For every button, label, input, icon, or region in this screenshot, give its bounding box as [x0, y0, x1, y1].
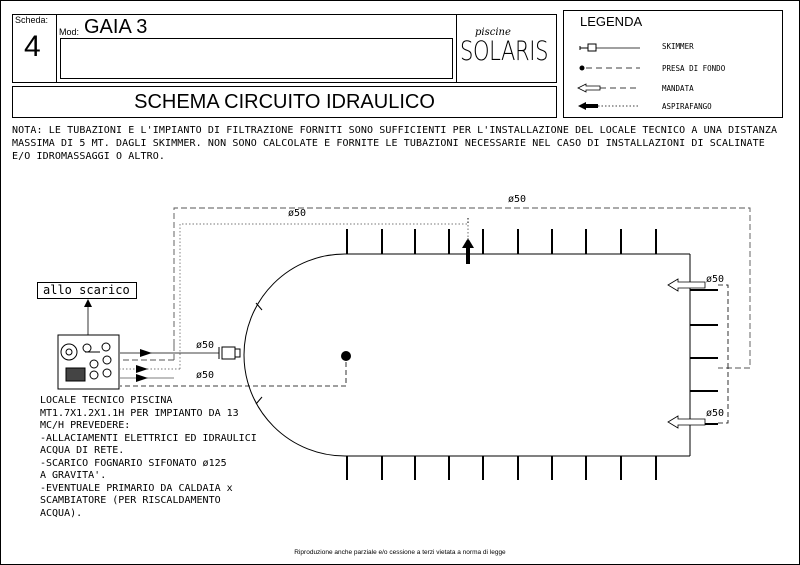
pipe-label-right-bottom: ø50	[706, 408, 725, 419]
tech-room-arrows	[136, 349, 152, 382]
tech-line: A GRAVITA'.	[40, 470, 107, 481]
legend-label-aspirafango: ASPIRAFANGO	[662, 102, 712, 111]
brand-logo: SOLARIS	[460, 36, 549, 67]
presa-di-fondo-icon	[580, 66, 641, 71]
brand-small: piscine	[475, 27, 511, 38]
legend-label-skimmer: SKIMMER	[662, 42, 694, 51]
mandata-inlet-arrow-bottom	[668, 416, 705, 428]
pipe-label-drain: ø50	[196, 370, 215, 381]
pipe-label-right-top: ø50	[706, 274, 725, 285]
presa-di-fondo-symbol	[341, 351, 351, 361]
mandata-arrow-icon	[578, 84, 640, 92]
tech-line: ACQUA DI RETE.	[40, 445, 125, 456]
pipe-label-top-outer: ø50	[508, 194, 527, 205]
legend-title: LEGENDA	[580, 14, 643, 29]
aspirafango-inlet-arrow	[462, 218, 474, 264]
tech-line: ACQUA).	[40, 507, 83, 519]
scheda-number: 4	[24, 30, 41, 63]
tech-line: -EVENTUALE PRIMARIO DA CALDAIA x	[40, 482, 233, 494]
footer-text: Riproduzione anche parziale e/o cessione a terzi vietata a norma di legge	[294, 549, 506, 556]
pool-outline	[244, 254, 690, 456]
skimmer-icon	[580, 44, 640, 51]
scheda-label: Scheda:	[15, 15, 49, 25]
tech-line: MC/H PREVEDERE:	[40, 420, 131, 431]
skimmer-symbol	[219, 347, 240, 359]
page-title: SCHEMA CIRCUITO IDRAULICO	[134, 91, 435, 113]
note-text: NOTA: LE TUBAZIONI E L'IMPIANTO DI FILTRAZIONE FORNITI SONO SUFFICIENTI PER L'INSTALLAZIONE DEL LOCALE TECNICO A UNA DISTANZA MASSIMA DI 5 MT. DAGLI SKIMMER. NON SONO CALCOLATE E FORNITE LE TUBAZIONI NECESSARIE NEL CASO DI INSTALLAZIONI DI SCALINATE E/O IDROMASSAGGI O ALTRO.	[12, 125, 778, 162]
tech-line: -SCARICO FOGNARIO SIFONATO ø125	[40, 457, 227, 469]
pipe-label-top-inner: ø50	[288, 208, 307, 219]
pipe-label-skimmer: ø50	[196, 340, 215, 351]
aspirafango-arrow-icon	[578, 102, 640, 110]
drain-pipe	[120, 362, 346, 386]
tech-room-box	[58, 335, 119, 389]
legend-label-presa: PRESA DI FONDO	[662, 64, 726, 73]
legend-label-mandata: MANDATA	[662, 84, 694, 93]
tech-line: SCAMBIATORE (PER RISCALDAMENTO	[40, 495, 221, 506]
mandata-main-pipe	[174, 208, 750, 368]
scarico-label: allo scarico	[43, 283, 130, 297]
model-name: GAIA 3	[84, 16, 148, 38]
tech-line: -ALLACIAMENTI ELETTRICI ED IDRAULICI	[40, 432, 257, 444]
tech-line: MT1.7X1.2X1.1H PER IMPIANTO DA 13	[40, 407, 239, 419]
tech-line: LOCALE TECNICO PISCINA	[40, 395, 173, 406]
mod-label: Mod:	[59, 27, 80, 37]
pool-wall-ticks	[347, 229, 718, 480]
